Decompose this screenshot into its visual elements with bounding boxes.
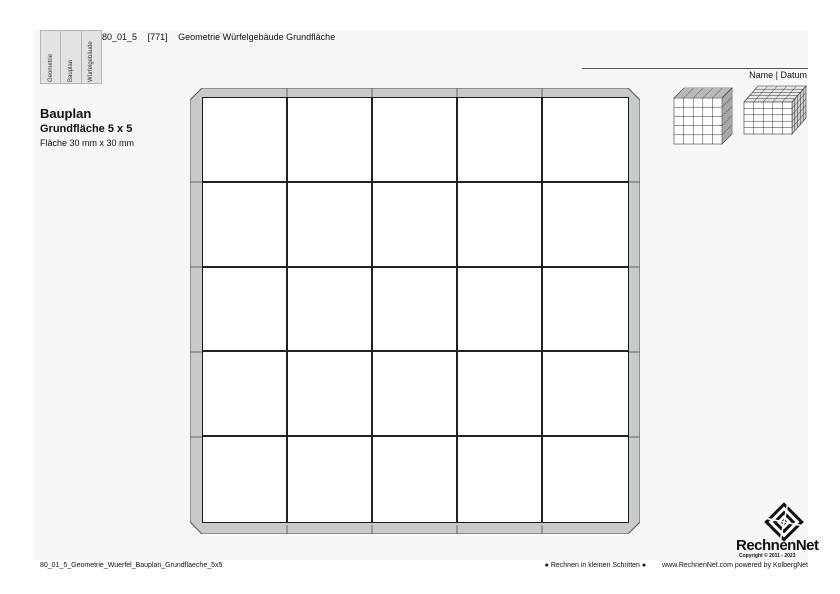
footer-slogan: ● Rechnen in kleinen Schritten ● [544, 562, 647, 569]
grid-cell [203, 437, 288, 522]
heading-title: Bauplan [40, 106, 92, 121]
grid-cell [543, 98, 628, 183]
grid-cell [458, 98, 543, 183]
grid-cell [288, 437, 373, 522]
grid-cell [373, 437, 458, 522]
grid-cell [543, 352, 628, 437]
grid-cell [373, 98, 458, 183]
grid-cell [458, 268, 543, 353]
category-tags [40, 30, 102, 84]
grid-cell [458, 183, 543, 268]
grid-cell [203, 352, 288, 437]
tag-cube-building: Würfelgebäude [82, 31, 101, 83]
heading-area: Fläche 30 mm x 30 mm [40, 138, 135, 148]
grid-cell [543, 437, 628, 522]
logo-copyright: Copyright © 2011 - 2023 [739, 553, 796, 559]
grid-cell [203, 98, 288, 183]
worksheet-header [102, 32, 335, 42]
grid-cell [458, 437, 543, 522]
grid-cell [373, 352, 458, 437]
worksheet-number: [771] [147, 32, 168, 42]
name-date-label: Name | Datum [749, 70, 807, 80]
grid-cell [203, 183, 288, 268]
cube-stack-icon [674, 88, 732, 144]
blueprint-grid [202, 97, 629, 523]
worksheet-title: Geometrie Würfelgebäude Grundfläche [178, 32, 336, 42]
tag-geometry: Geometrie [41, 31, 61, 83]
heading-block [40, 106, 134, 150]
footer-right [545, 562, 808, 569]
grid-cell [288, 352, 373, 437]
heading-subtitle: Grundfläche 5 x 5 [40, 123, 133, 135]
grid-cell [373, 183, 458, 268]
tag-blueprint: Bauplan [61, 31, 81, 83]
cube-icons [670, 80, 810, 146]
grid-cell [288, 98, 373, 183]
worksheet-code: 80_01_5 [102, 32, 138, 42]
grid-cell [288, 268, 373, 353]
grid-cell [458, 352, 543, 437]
name-date-line [582, 68, 808, 69]
grid-cell [203, 268, 288, 353]
grid-cell [543, 183, 628, 268]
grid-cell [288, 183, 373, 268]
footer-filename: 80_01_5_Geometrie_Wuerfel_Bauplan_Grundflaeche_5x5 [40, 562, 223, 569]
cube-slab-icon [744, 86, 806, 134]
grid-cell [373, 268, 458, 353]
logo-wordmark: RechnenNet [736, 537, 819, 554]
grid-cell [543, 268, 628, 353]
footer-site: www.RechnenNet.com powered by KolbergNet [662, 562, 808, 569]
